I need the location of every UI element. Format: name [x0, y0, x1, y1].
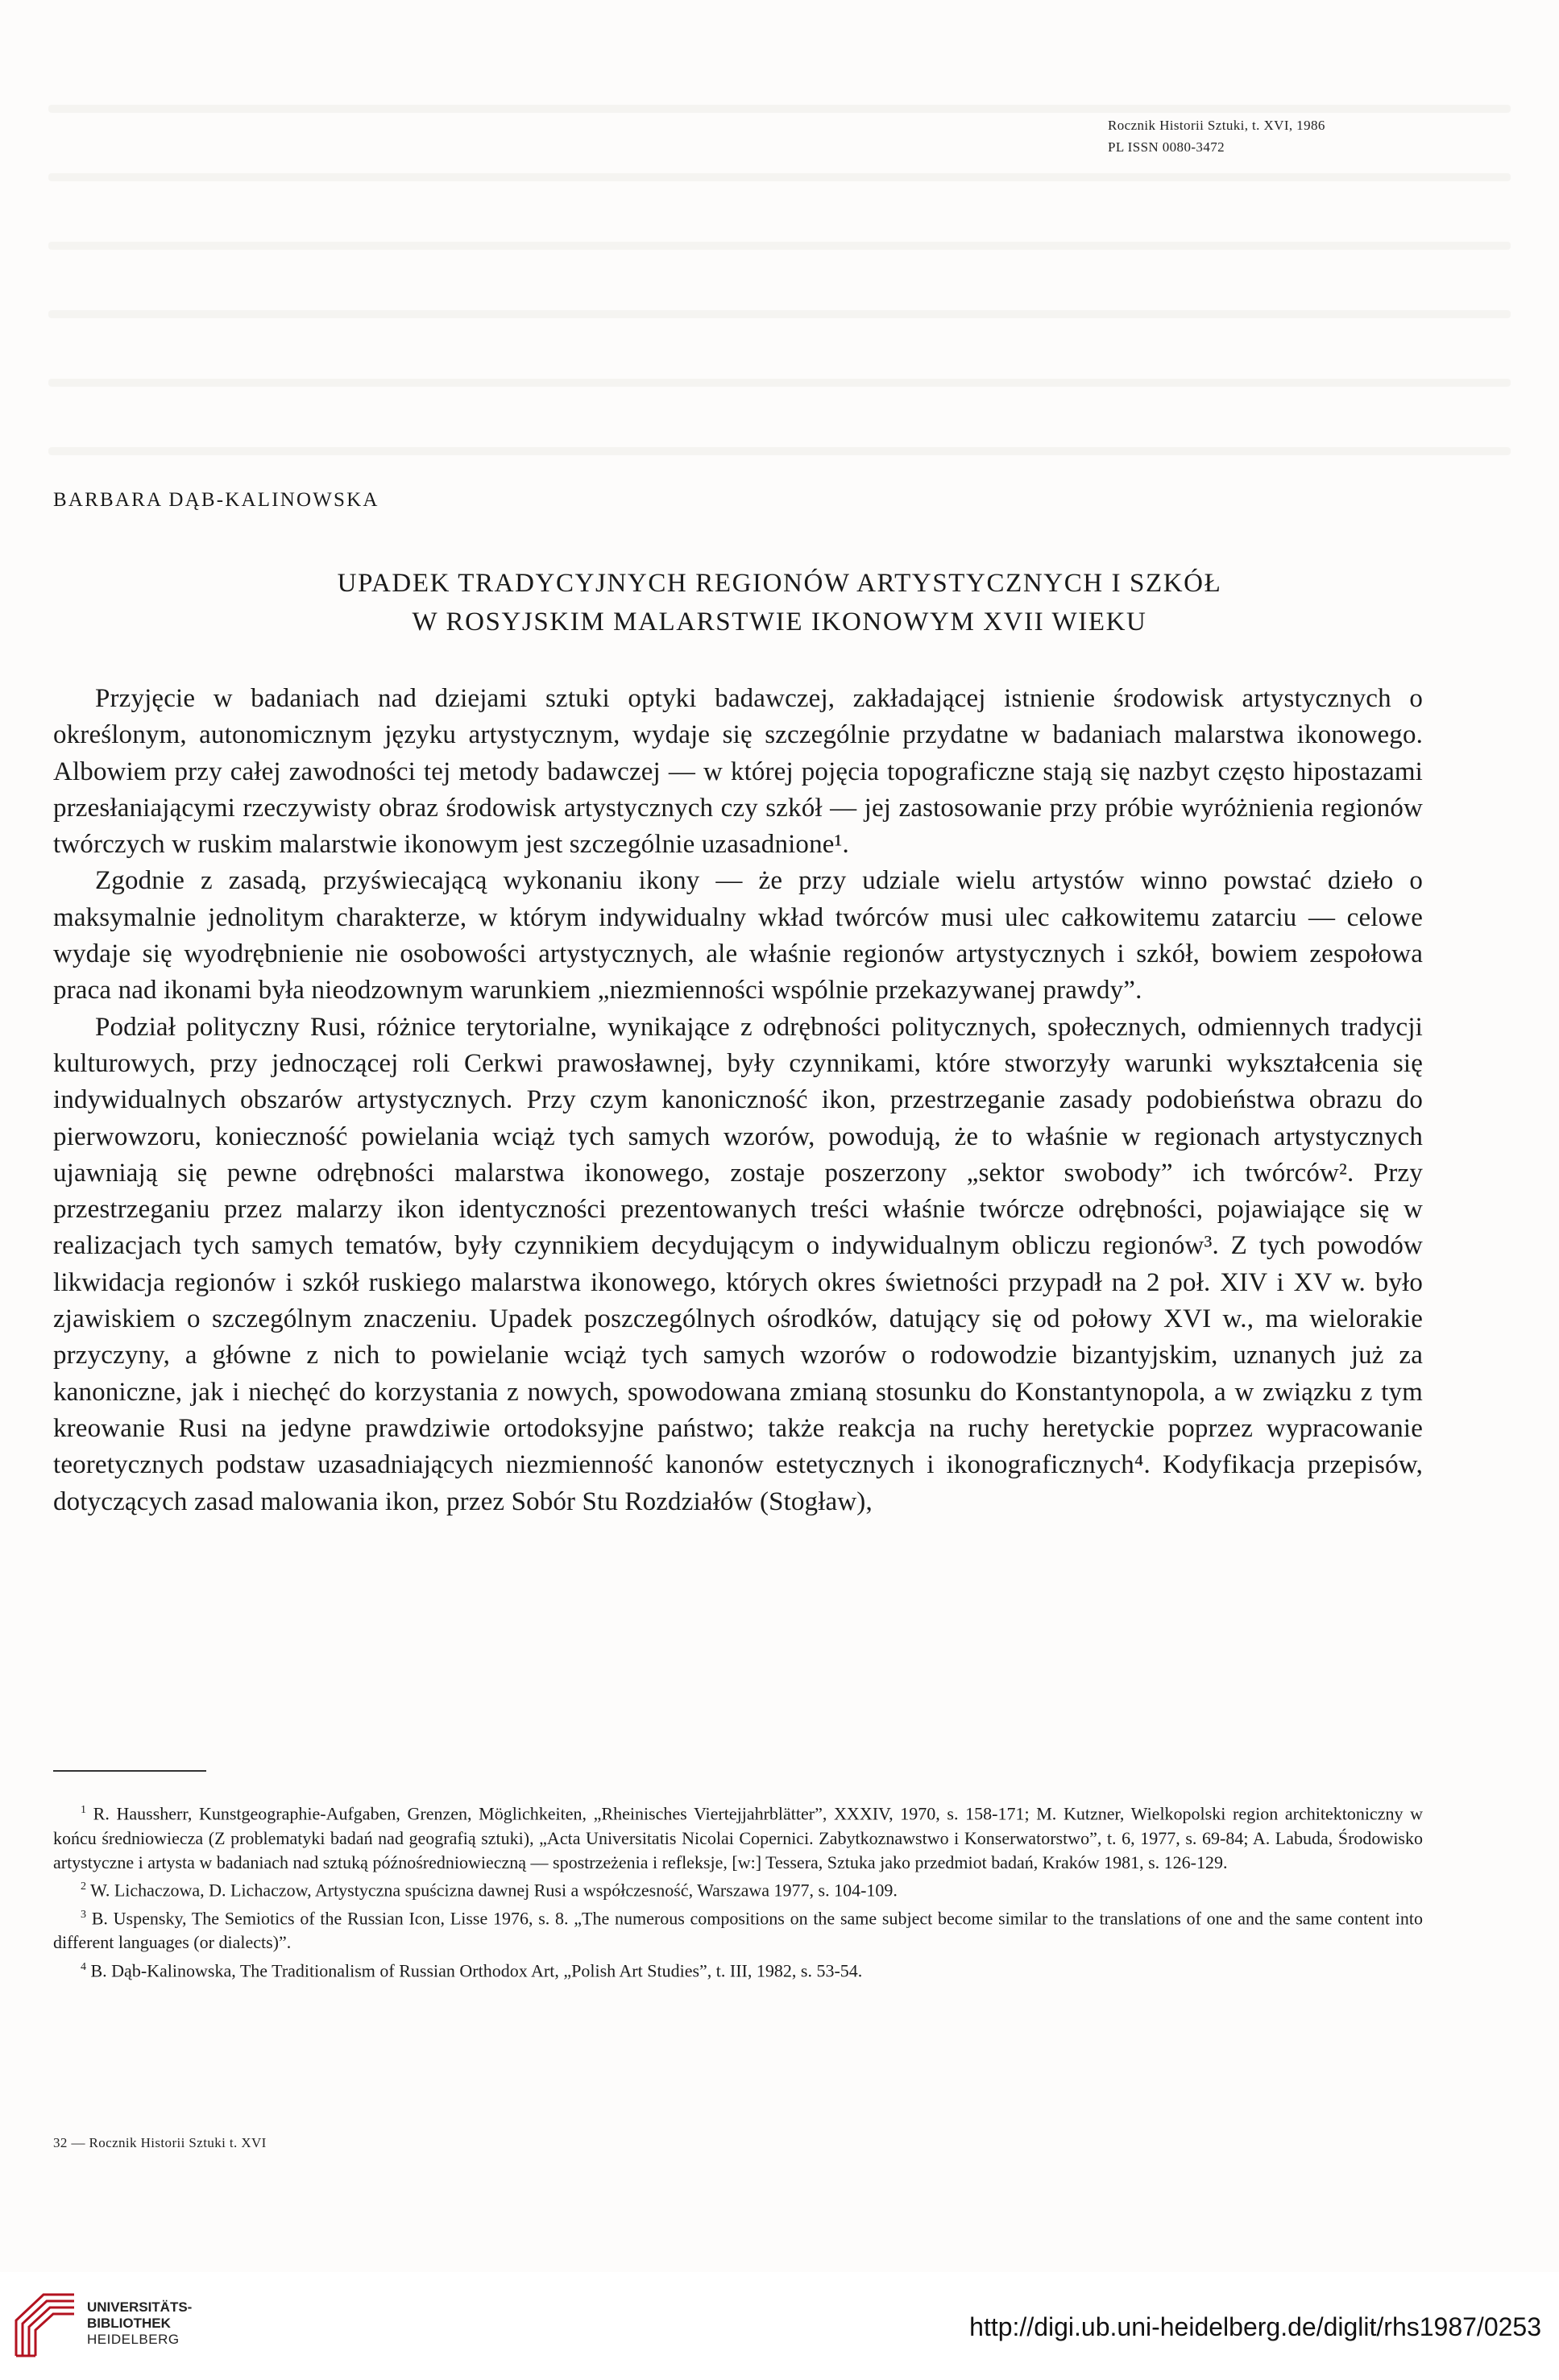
footnote-text: B. Uspensky, The Semiotics of the Russian Icon, Lisse 1976, s. 8. „The numerous compositions on the same subject become similar to the translations of one and the same content into different languages (or dialects)”.: [53, 1908, 1424, 1953]
library-name[interactable]: [87, 2299, 192, 2348]
article-title: [0, 564, 1559, 641]
footnote-text: R. Haussherr, Kunstgeographie-Aufgaben, Grenzen, Möglichkeiten, „Rheinisches Viertejjahrblätter”, XXXIV, 1970, s. 158-171; M. Kutzner, Wielkopolski region architektoniczny w końcu średniowiecza (Z problematyki badań nad geografią sztuki), „Acta Universitatis Nicolai Copernici. Zabytkoznawstwo i Konserwatorstwo”, t. 6, 1977, s. 69-84; A. Labuda, Środowisko artystyczne i artysta w badaniach nad sztuką późnośredniowieczną — spostrzeżenia i refleksje, [w:] Tessera, Sztuka jako przedmiot badań, Kraków 1981, s. 126-129.: [53, 1803, 1424, 1872]
footnote: [53, 1875, 1423, 1903]
footnote-text: W. Lichaczowa, D. Lichaczow, Artystyczna spuścizna dawnej Rusi a współczesność, Warszawa 1977, s. 104-109.: [90, 1880, 898, 1901]
source-url-link[interactable]: http://digi.ub.uni-heidelberg.de/diglit/rhs1987/0253: [969, 2312, 1541, 2341]
footnote-text: B. Dąb-Kalinowska, The Traditionalism of Russian Orthodox Art, „Polish Art Studies”, t. III, 1982, s. 53-54.: [90, 1960, 863, 1981]
footnote-number: 1: [81, 1804, 86, 1816]
journal-line-2: PL ISSN 0080-3472: [1108, 139, 1225, 155]
footnote: [53, 1903, 1423, 1955]
footnote-divider: [53, 1770, 206, 1772]
footnote-number: 3: [81, 1908, 86, 1921]
library-line-3: HEIDELBERG: [87, 2332, 180, 2347]
page-footer: 32 — Rocznik Historii Sztuki t. XVI: [53, 2135, 267, 2150]
library-line-2: BIBLIOTHEK: [87, 2316, 171, 2331]
bleed-through-mark: [48, 310, 1511, 318]
title-line-2: W ROSYJSKIM MALARSTWIE IKONOWYM XVII WIEKU: [412, 607, 1147, 636]
bleed-through-mark: [48, 173, 1511, 181]
bleed-through-mark: [48, 242, 1511, 250]
footnote-number: 4: [81, 1960, 86, 1973]
ub-heidelberg-logo-icon[interactable]: [11, 2288, 79, 2361]
journal-header: [1108, 114, 1325, 158]
journal-line-1: Rocznik Historii Sztuki, t. XVI, 1986: [1108, 118, 1325, 133]
title-line-1: UPADEK TRADYCYJNYCH REGIONÓW ARTYSTYCZNYCH I SZKÓŁ: [337, 569, 1222, 598]
library-line-1: UNIVERSITÄTS-: [87, 2299, 193, 2315]
footnote: [53, 1798, 1423, 1875]
footnote-number: 2: [81, 1880, 86, 1893]
body-paragraph: Zgodnie z zasadą, przyświecającą wykonaniu ikony — że przy udziale wielu artystów winno powstać dzieło o maksymalnie jednolitym charakterze, w którym indywidualny wkład twórców musi ulec całkowitemu zatarciu — celowe wydaje się wyodrębnienie nie osobowości artystycznych, ale właśnie regionów artystycznych i szkół, bowiem zespołowa praca nad ikonami była nieodzownym warunkiem „niezmienności wspólnie przekazywanej prawdy”.: [53, 866, 1423, 1005]
footnote: [53, 1955, 1423, 1984]
bleed-through-mark: [48, 105, 1511, 113]
body-paragraph: Podział polityczny Rusi, różnice terytorialne, wynikające z odrębności politycznych, społecznych, odmiennych tradycji kulturowych, przy jednoczącej roli Cerkwi prawosławnej, były czynnikami, które stworzyły warunki wykształcenia się indywidualnych obszarów artystycznych. Przy czym kanoniczność ikon, przestrzeganie zasady podobieństwa obrazu do pierwowzoru, konieczność powielania wciąż tych samych wzorów, powodują, że to właśnie w regionach artystycznych ujawniają się pewne odrębności malarstwa ikonowego, zostaje poszerzony „sektor swobody” ich twórców². Przy przestrzeganiu przez malarzy ikon identyczności prezentowanych treści właśnie twórcze odrębności, pojawiające się w realizacjach tych samych tematów, były czynnikiem decydującym o indywidualnym obliczu regionów³. Z tych powodów likwidacja regionów i szkół ruskiego malarstwa ikonowego, których okres świetności przypadł na 2 poł. XIV i XV w. było zjawiskiem o szczególnym znaczeniu. Upadek poszczególnych ośrodków, datujący się od połowy XVI w., ma wielorakie przyczyny, a główne z nich to powielanie wciąż tych samych wzorów o rodowodzie bizantyjskim, uznanych już za kanoniczne, jak i niechęć do korzystania z nowych, spowodowana zmianą stosunku do Konstantynopola, a w związku z tym kreowanie Rusi na jedyne prawdziwie ortodoksyjne państwo; także reakcja na ruchy heretyckie poprzez wypracowanie teoretycznych podstaw uzasadniających niezmienność kanonów estetycznych i ikonograficznych⁴. Kodyfikacja przepisów, dotyczących zasad malowania ikon, przez Sobór Stu Rozdziałów (Stogław),: [53, 1012, 1423, 1516]
body-paragraph: Przyjęcie w badaniach nad dziejami sztuki optyki badawczej, zakładającej istnienie środowisk artystycznych o określonym, autonomicznym języku artystycznym, wydaje się szczególnie przydatne w badaniach malarstwa ikonowego. Albowiem przy całej zawodności tej metody badawczej — w której pojęcia topograficzne stają się nazbyt często hipostazami przesłaniającymi rzeczywisty obraz środowisk artystycznych czy szkół — jej zastosowanie przy próbie wyróżnienia regionów twórczych w ruskim malarstwie ikonowym jest szczególnie uzasadnione¹.: [53, 684, 1423, 860]
bleed-through-mark: [48, 447, 1511, 455]
bleed-through-mark: [48, 379, 1511, 387]
article-author: BARBARA DĄB-KALINOWSKA: [53, 489, 379, 511]
footnotes: [53, 1798, 1423, 1983]
article-body: [53, 681, 1423, 1520]
